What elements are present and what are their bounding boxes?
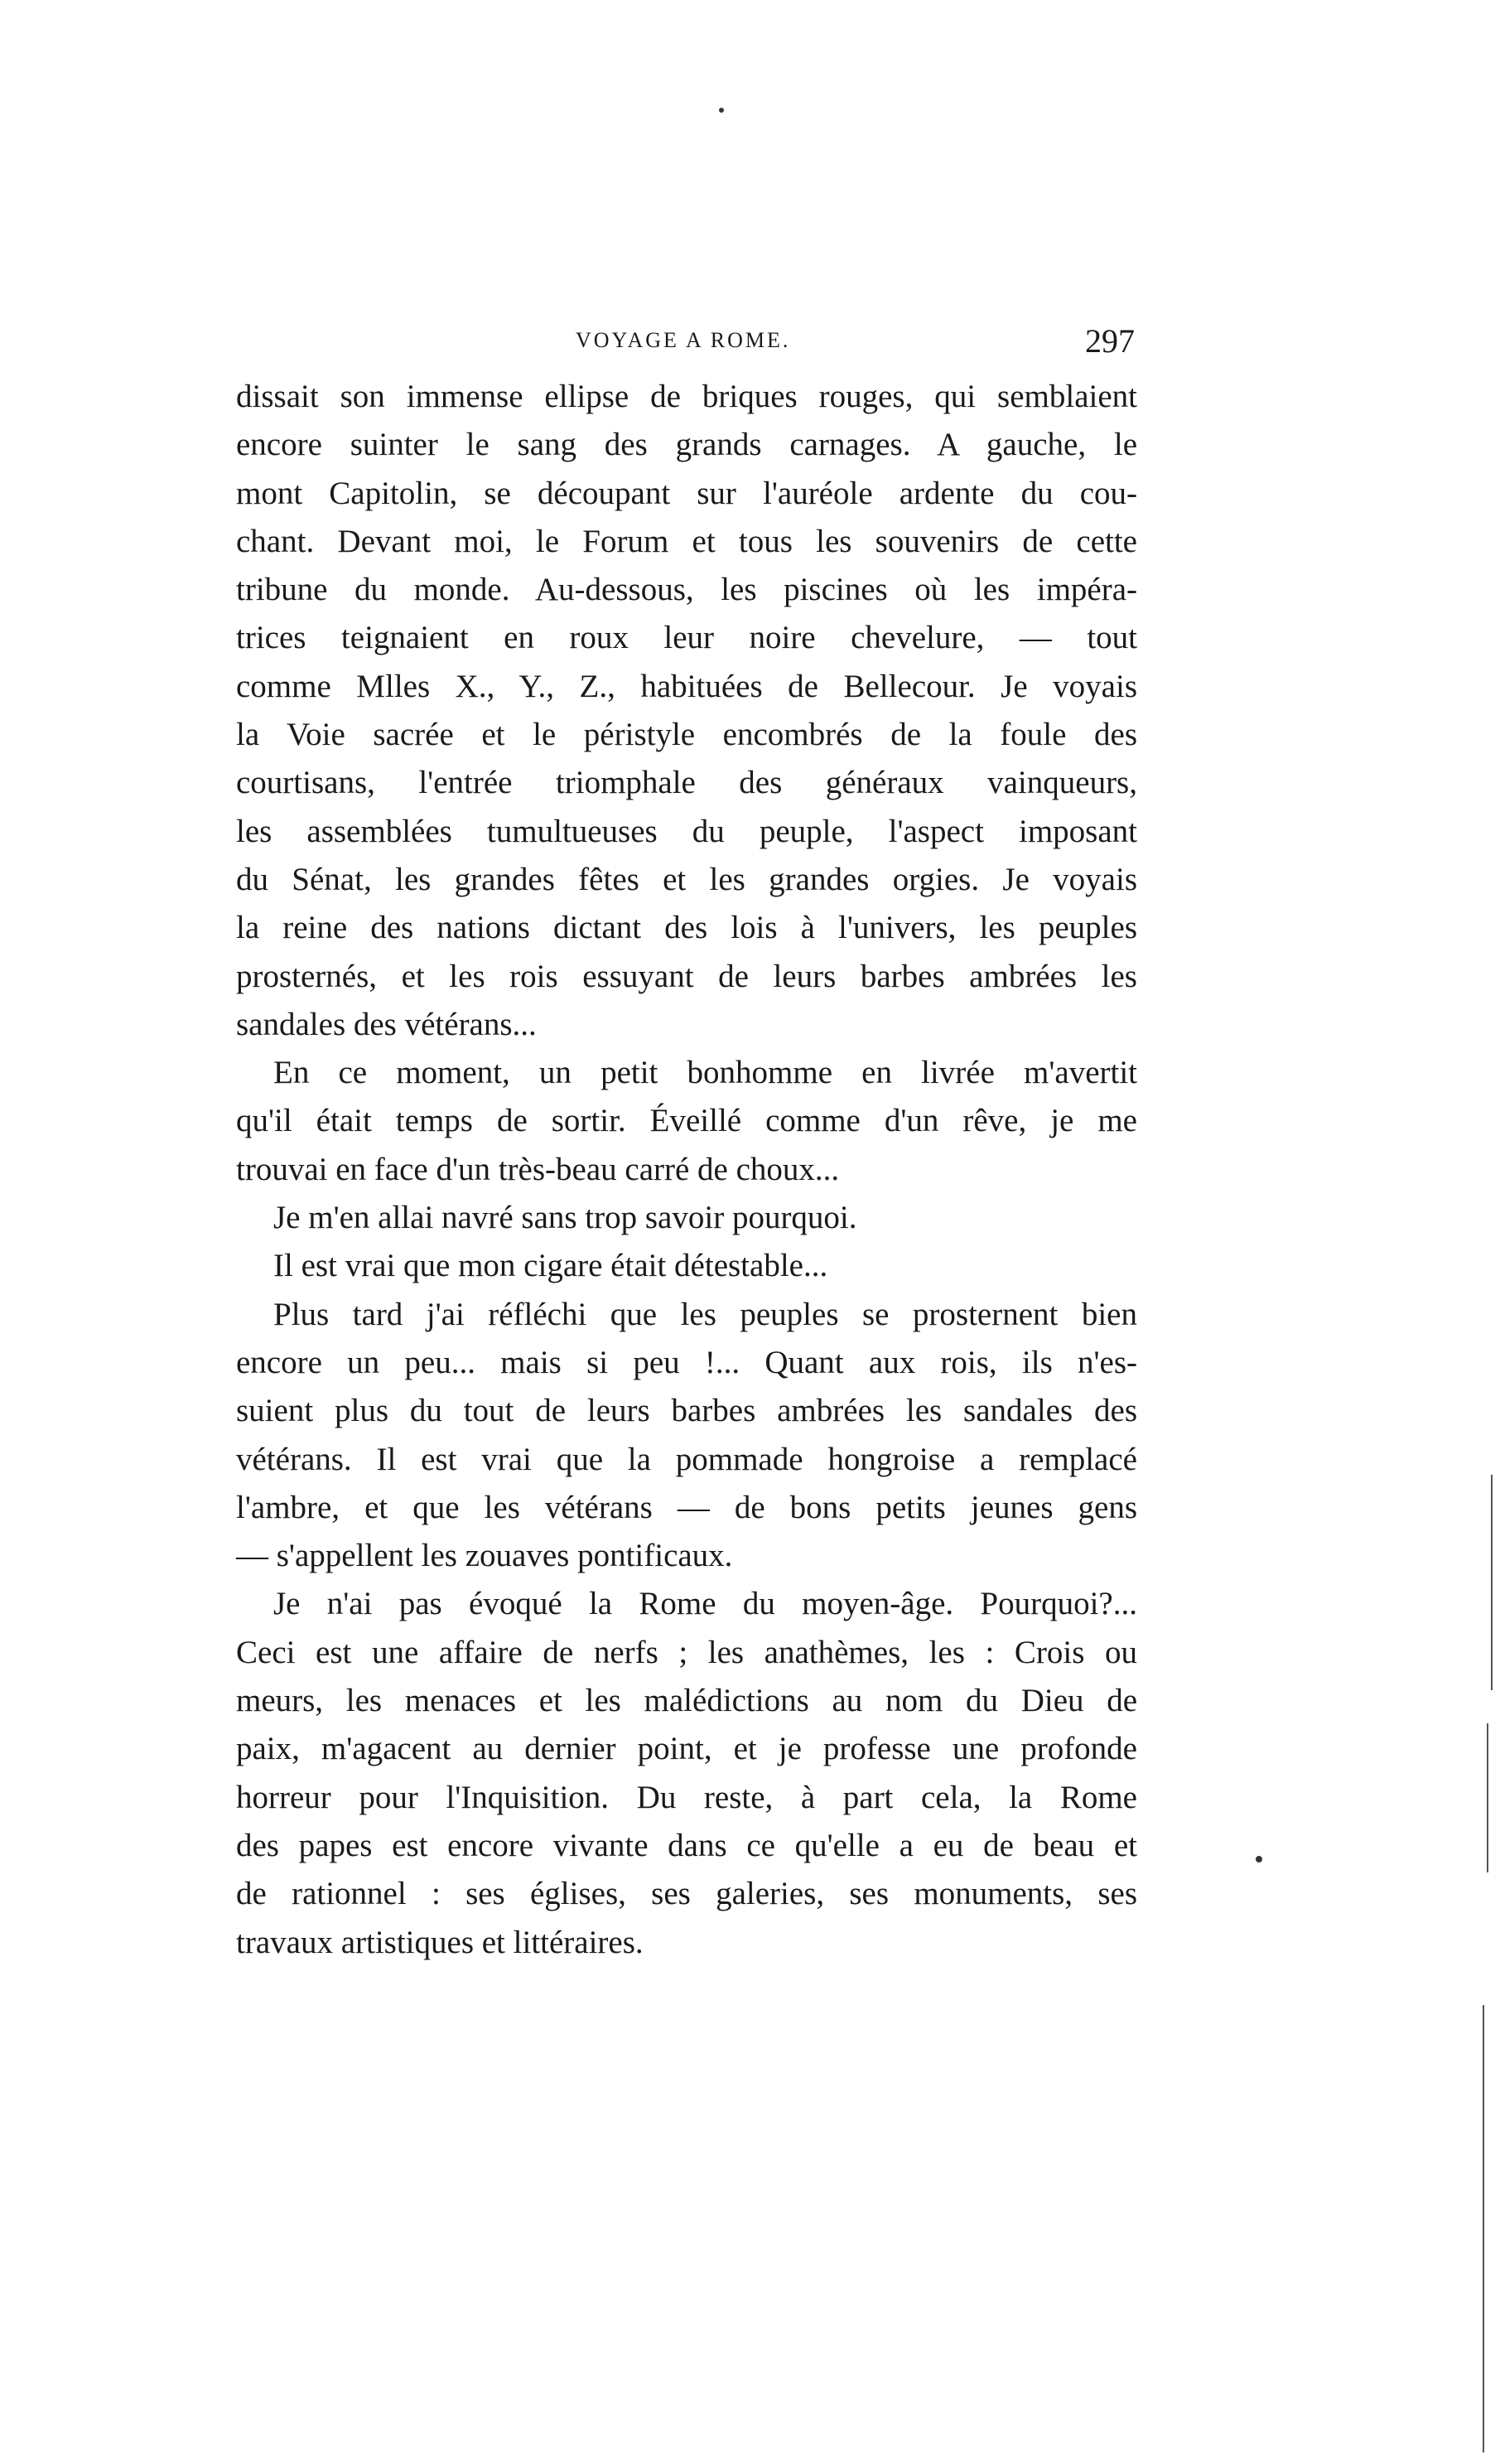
text-line: Je n'ai pas évoqué la Rome du moyen-âge. Pourquoi?... [273, 1586, 1137, 1622]
page-number: 297 [1085, 322, 1135, 360]
running-title: VOYAGE A ROME. [576, 328, 791, 352]
text-line: dissait son immense ellipse de briques rouges, qui semblaient [236, 379, 1137, 414]
text-line: encore suinter le sang des grands carnages. A gauche, le [236, 427, 1137, 463]
running-header [236, 321, 1135, 363]
text-line: prosternés, et les rois essuyant de leurs barbes ambrées les [236, 958, 1137, 994]
text-line: Ceci est une affaire de nerfs ; les anathèmes, les : Crois ou [236, 1634, 1137, 1670]
text-line: trices teignaient en roux leur noire chevelure, — tout [236, 620, 1137, 656]
text-line: Je m'en allai navré sans trop savoir pourquoi. [273, 1200, 857, 1236]
text-line: les assemblées tumultueuses du peuple, l'aspect imposant [236, 813, 1137, 849]
text-line: paix, m'agacent au dernier point, et je professe une profonde [236, 1731, 1137, 1767]
text-line: Il est vrai que mon cigare était détestable... [273, 1248, 828, 1284]
text-line: — s'appellent les zouaves pontificaux. [236, 1538, 733, 1574]
text-line: tribune du monde. Au-dessous, les piscines où les impéra- [236, 572, 1137, 608]
scan-edge-line [1487, 1723, 1488, 1872]
text-line: Plus tard j'ai réfléchi que les peuples se prosternent bien [273, 1296, 1137, 1332]
text-line: sandales des vétérans... [236, 1006, 537, 1042]
text-line: vétérans. Il est vrai que la pommade hongroise a remplacé [236, 1441, 1137, 1477]
scan-edge-line [1491, 1475, 1493, 1690]
text-line: trouvai en face d'un très-beau carré de choux... [236, 1151, 840, 1187]
text-line: En ce moment, un petit bonhomme en livrée m'avertit [273, 1055, 1137, 1091]
text-line: suient plus du tout de leurs barbes ambrées les sandales des [236, 1393, 1137, 1429]
text-line: qu'il était temps de sortir. Éveillé comme d'un rêve, je me [236, 1103, 1137, 1139]
text-line: horreur pour l'Inquisition. Du reste, à part cela, la Rome [236, 1779, 1137, 1815]
text-line: chant. Devant moi, le Forum et tous les souvenirs de cette [236, 523, 1137, 559]
scan-dot [1256, 1856, 1262, 1862]
text-line: travaux artistiques et littéraires. [236, 1924, 644, 1960]
scan-edge-line [1483, 2005, 1484, 2452]
text-line: encore un peu... mais si peu !... Quant aux rois, ils n'es- [236, 1344, 1137, 1380]
scan-dot [719, 108, 724, 113]
text-line: des papes est encore vivante dans ce qu'elle a eu de beau et [236, 1827, 1137, 1863]
text-line: courtisans, l'entrée triomphale des généraux vainqueurs, [236, 765, 1137, 801]
text-line: meurs, les menaces et les malédictions au nom du Dieu de [236, 1683, 1137, 1719]
text-line: mont Capitolin, se découpant sur l'auréole ardente du cou- [236, 475, 1137, 511]
body-text [236, 373, 1137, 1967]
text-line: l'ambre, et que les vétérans — de bons petits jeunes gens [236, 1489, 1137, 1525]
text-line: la Voie sacrée et le péristyle encombrés de la foule des [236, 717, 1137, 753]
text-line: comme Mlles X., Y., Z., habituées de Bellecour. Je voyais [236, 668, 1137, 704]
text-line: la reine des nations dictant des lois à l'univers, les peuples [236, 910, 1137, 946]
text-line: de rationnel : ses églises, ses galeries, ses monuments, ses [236, 1876, 1137, 1912]
text-line: du Sénat, les grandes fêtes et les grandes orgies. Je voyais [236, 861, 1137, 897]
